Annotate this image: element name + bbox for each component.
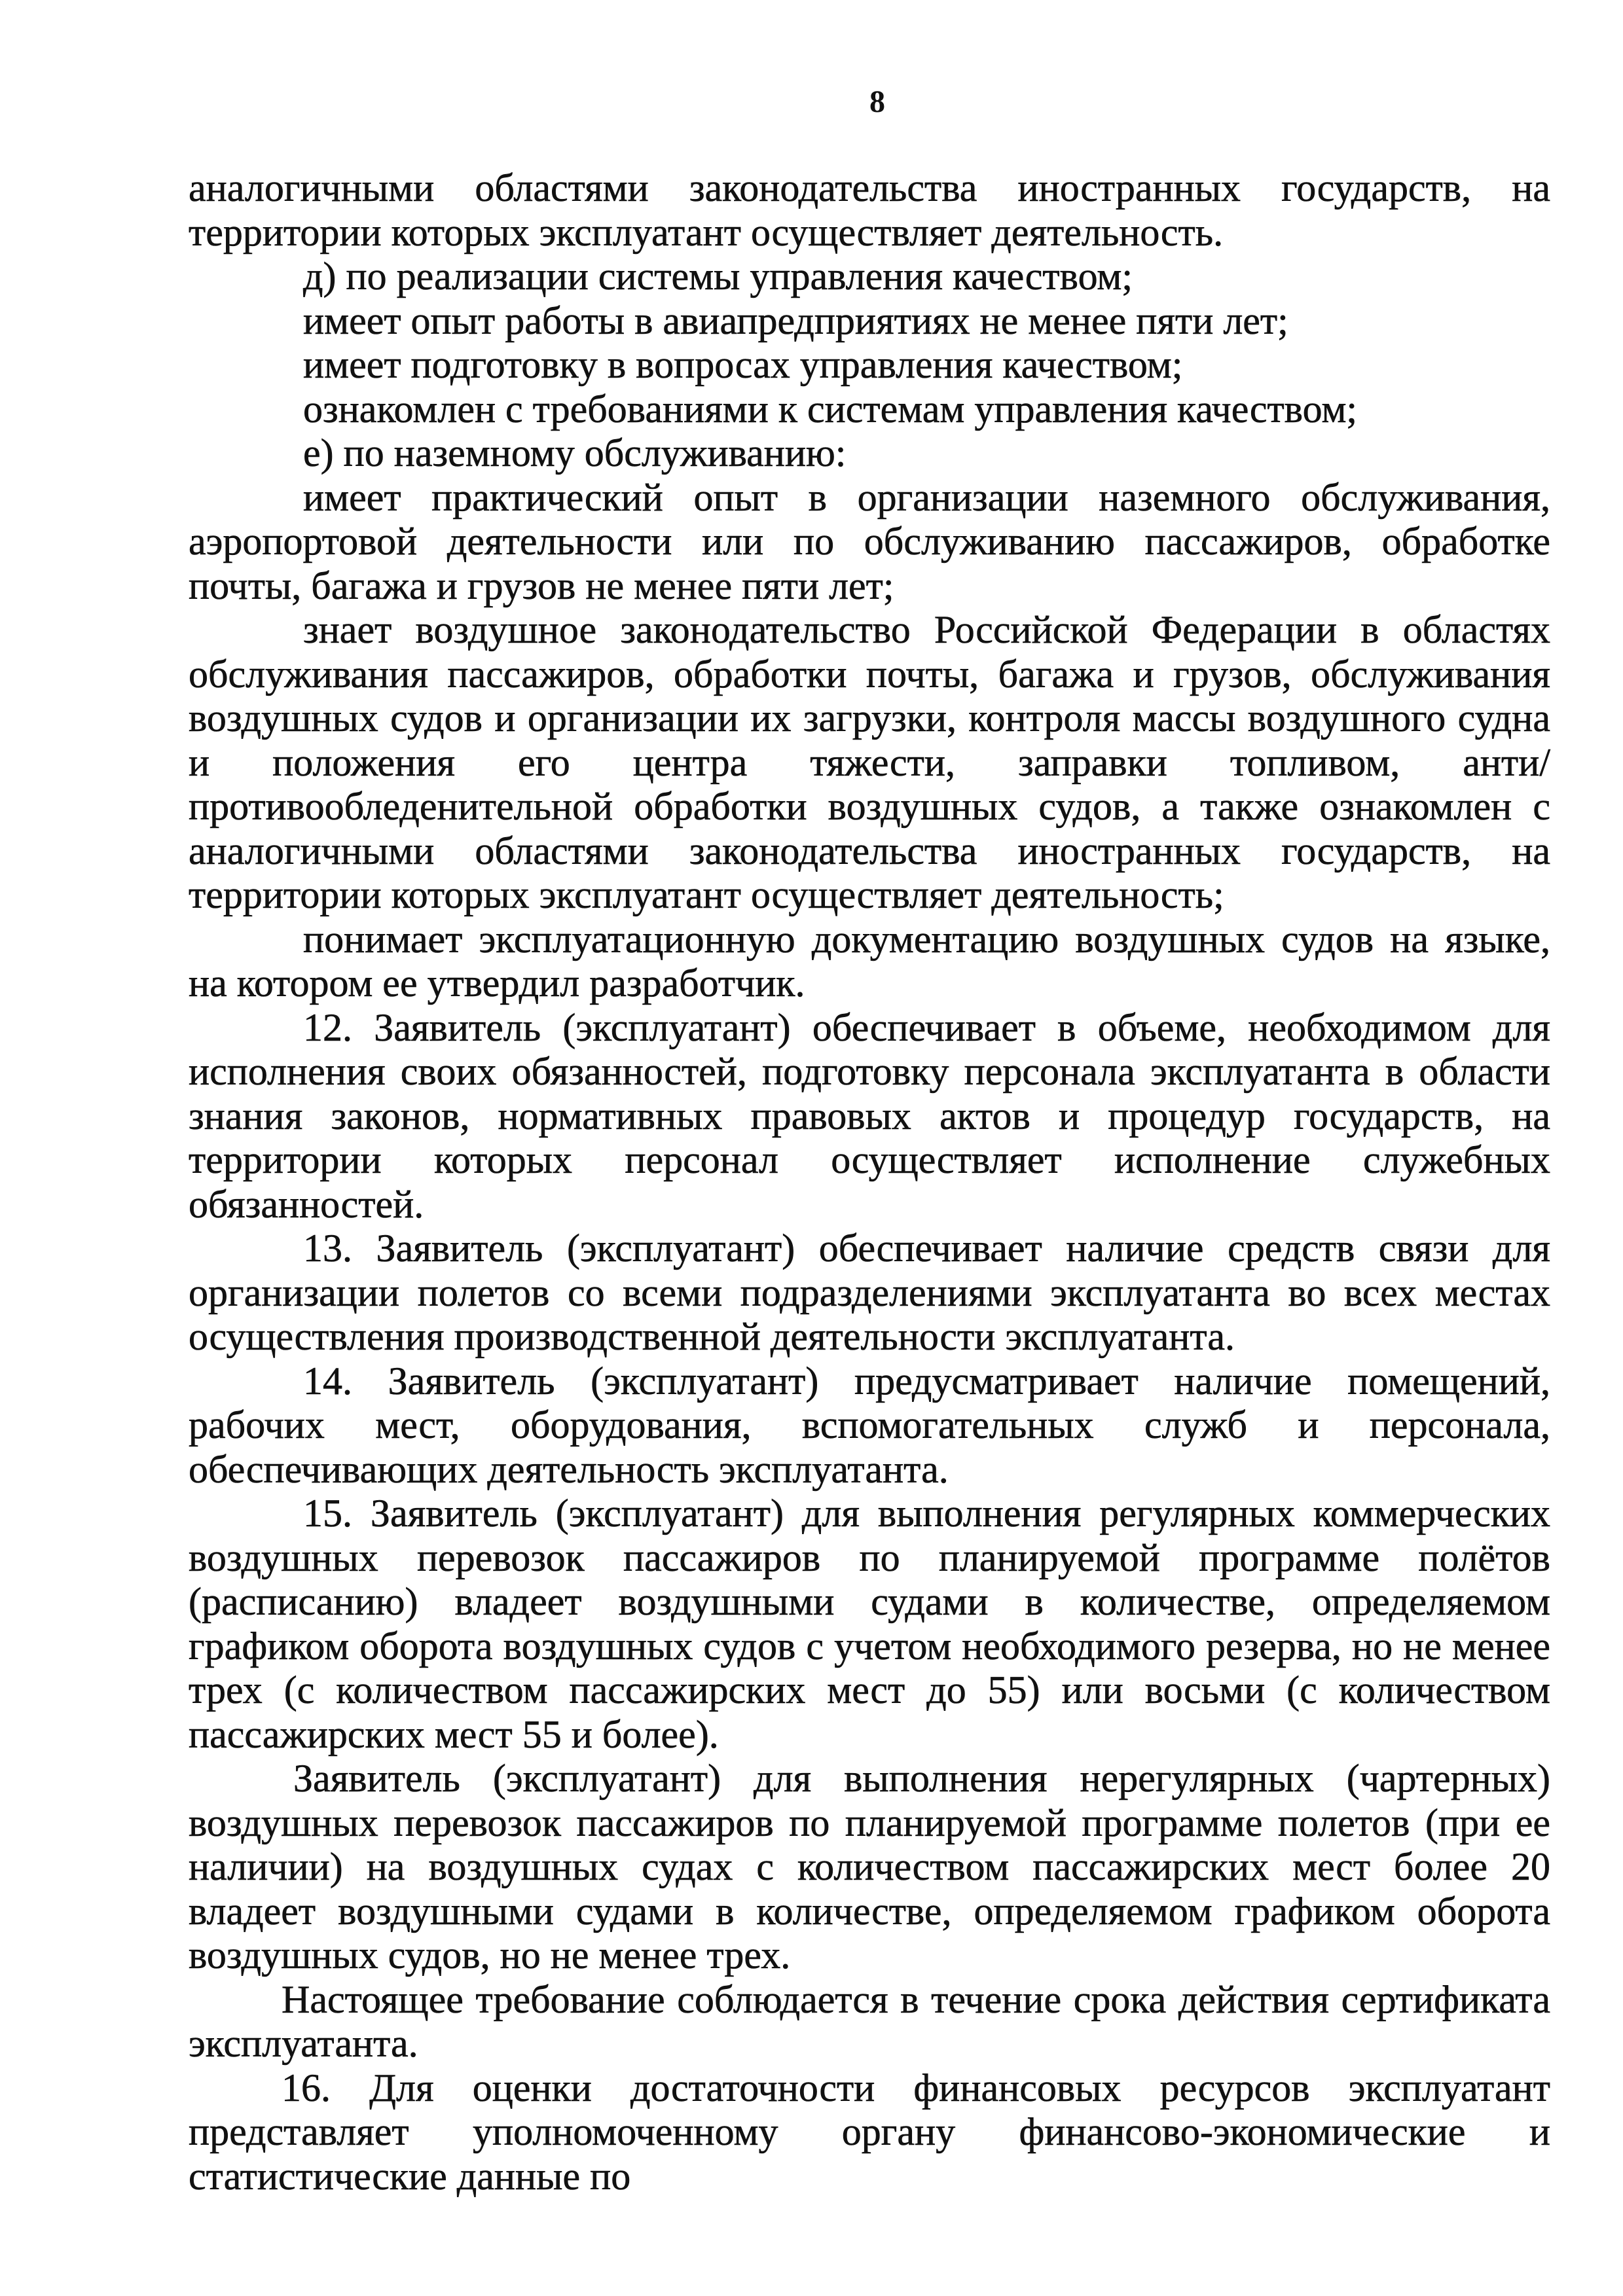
paragraph: имеет подготовку в вопросах управления качеством; (303, 343, 1183, 386)
paragraph: аналогичными областями законодательства иностранных государств, на территории которых эксплуатант осуществляет деятельность. (189, 166, 1550, 254)
paragraph: ознакомлен с требованиями к системам управления качеством; (303, 387, 1358, 431)
paragraph: е) по наземному обслуживанию: (303, 431, 847, 475)
paragraph: имеет опыт работы в авиапредприятиях не менее пяти лет; (303, 298, 1288, 342)
paragraph: 15. Заявитель (эксплуатант) для выполнения регулярных коммерческих воздушных перевозок пассажиров по планируемой программе полётов (расписанию) владеет воздушными судами в количестве, определяемом графиком оборота воздушных судов с учетом необходимого резерва, но не менее трех (с количеством пассажирских мест до 55) или восьми (с количеством пассажирских мест 55 и более). (189, 1492, 1550, 1756)
paragraph: понимает эксплуатационную документацию воздушных судов на языке, на котором ее утвердил разработчик. (189, 917, 1550, 1005)
document-body (189, 166, 1550, 2198)
paragraph: знает воздушное законодательство Российской Федерации в областях обслуживания пассажиров, обработки почты, багажа и грузов, обслуживания воздушных судов и организации их загрузки, контроля массы воздушного судна и положения его центра тяжести, заправки топливом, анти/противообледенительной обработки воздушных судов, а также ознакомлен с аналогичными областями законодательства иностранных государств, на территории которых эксплуатант осуществляет деятельность; (189, 608, 1550, 916)
paragraph: 14. Заявитель (эксплуатант) предусматривает наличие помещений, рабочих мест, оборудования, вспомогательных служб и персонала, обеспечивающих деятельность эксплуатанта. (189, 1359, 1550, 1491)
paragraph: д) по реализации системы управления качеством; (303, 255, 1133, 298)
paragraph: 12. Заявитель (эксплуатант) обеспечивает в объеме, необходимом для исполнения своих обязанностей, подготовку персонала эксплуатанта в области знания законов, нормативных правовых актов и процедур государств, на территории которых персонал осуществляет исполнение служебных обязанностей. (189, 1005, 1550, 1226)
paragraph: Заявитель (эксплуатант) для выполнения нерегулярных (чартерных) воздушных перевозок пассажиров по планируемой программе полетов (при ее наличии) на воздушных судах с количеством пассажирских мест более 20 владеет воздушными судами в количестве, определяемом графиком оборота воздушных судов, но не менее трех. (189, 1757, 1550, 1977)
paragraph: имеет практический опыт в организации наземного обслуживания, аэропортовой деятельности или по обслуживанию пассажиров, обработке почты, багажа и грузов не менее пяти лет; (189, 475, 1550, 607)
paragraph: 16. Для оценки достаточности финансовых ресурсов эксплуатант представляет уполномоченному органу финансово-экономические и статистические данные по (189, 2066, 1550, 2198)
paragraph: 13. Заявитель (эксплуатант) обеспечивает наличие средств связи для организации полетов со всеми подразделениями эксплуатанта во всех местах осуществления производственной деятельности эксплуатанта. (189, 1227, 1550, 1358)
page-number: 8 (869, 84, 885, 119)
paragraph: Настоящее требование соблюдается в течение срока действия сертификата эксплуатанта. (189, 1977, 1550, 2065)
